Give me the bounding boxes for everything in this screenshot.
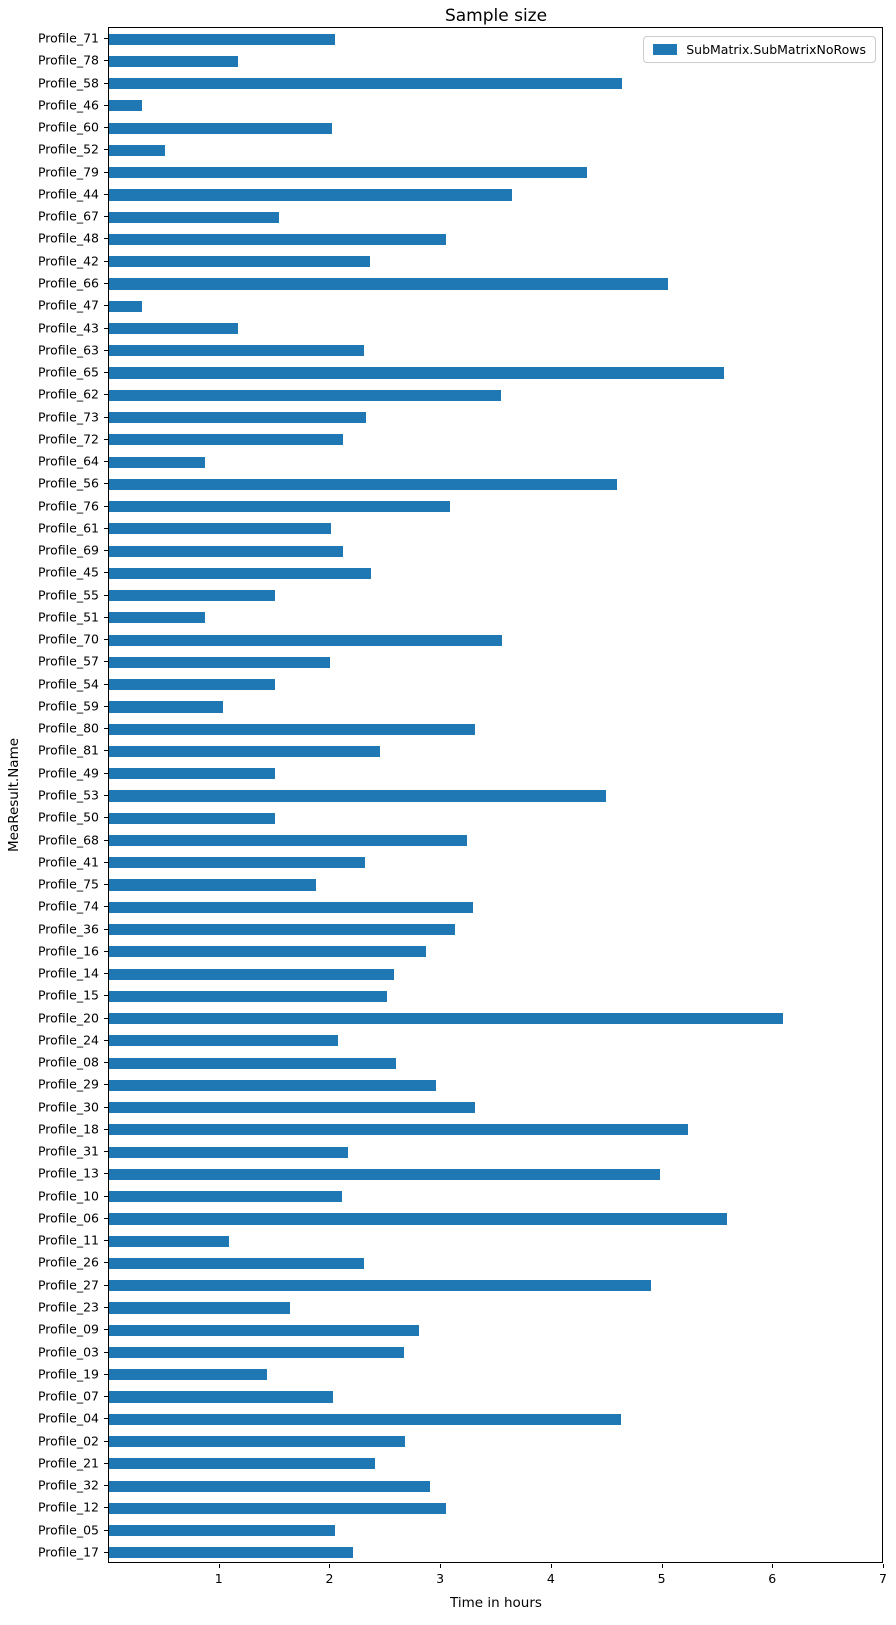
x-tick-label: 6 bbox=[768, 1571, 777, 1586]
y-tick-label: Profile_14 bbox=[37, 965, 99, 981]
y-tick-label: Profile_41 bbox=[37, 854, 99, 870]
bar bbox=[109, 813, 275, 824]
x-axis-label: Time in hours bbox=[450, 1595, 542, 1611]
bar bbox=[109, 167, 587, 178]
y-tick-label: Profile_26 bbox=[37, 1254, 99, 1270]
bar bbox=[109, 1391, 333, 1402]
y-tick-label: Profile_58 bbox=[37, 75, 99, 91]
bar bbox=[109, 1325, 419, 1336]
x-tick-label: 5 bbox=[657, 1571, 666, 1586]
y-tick-label: Profile_71 bbox=[37, 30, 99, 46]
bar bbox=[109, 1191, 342, 1202]
y-tick-label: Profile_55 bbox=[37, 587, 99, 603]
x-tick-mark bbox=[551, 1564, 552, 1568]
bar bbox=[109, 1436, 405, 1447]
x-tick-mark bbox=[662, 1564, 663, 1568]
y-tick-label: Profile_49 bbox=[37, 765, 99, 781]
bar bbox=[109, 991, 387, 1002]
y-tick-label: Profile_78 bbox=[37, 52, 99, 68]
bar bbox=[109, 501, 450, 512]
y-tick-label: Profile_44 bbox=[37, 186, 99, 202]
bar bbox=[109, 701, 223, 712]
y-tick-label: Profile_36 bbox=[37, 921, 99, 937]
y-tick-label: Profile_21 bbox=[37, 1455, 99, 1471]
y-tick-label: Profile_30 bbox=[37, 1099, 99, 1115]
bar bbox=[109, 768, 275, 779]
bar bbox=[109, 946, 426, 957]
y-tick-label: Profile_24 bbox=[37, 1032, 99, 1048]
x-tick-mark bbox=[883, 1564, 884, 1568]
bar bbox=[109, 1124, 688, 1135]
bar bbox=[109, 78, 622, 89]
y-tick-label: Profile_02 bbox=[37, 1433, 99, 1449]
y-tick-label: Profile_43 bbox=[37, 320, 99, 336]
bar bbox=[109, 390, 501, 401]
legend-label: SubMatrix.SubMatrixNoRows bbox=[686, 42, 866, 57]
y-tick-label: Profile_15 bbox=[37, 987, 99, 1003]
bar bbox=[109, 1280, 651, 1291]
bar bbox=[109, 301, 142, 312]
y-tick-label: Profile_54 bbox=[37, 676, 99, 692]
bar bbox=[109, 1458, 375, 1469]
x-tick-label: 2 bbox=[325, 1571, 334, 1586]
bar bbox=[109, 123, 332, 134]
y-tick-label: Profile_27 bbox=[37, 1277, 99, 1293]
bar bbox=[109, 457, 205, 468]
y-tick-label: Profile_23 bbox=[37, 1299, 99, 1315]
y-tick-label: Profile_80 bbox=[37, 720, 99, 736]
y-tick-label: Profile_32 bbox=[37, 1477, 99, 1493]
bar bbox=[109, 1258, 364, 1269]
y-tick-label: Profile_45 bbox=[37, 564, 99, 580]
bar bbox=[109, 34, 335, 45]
bar bbox=[109, 189, 512, 200]
bar bbox=[109, 523, 331, 534]
y-tick-label: Profile_59 bbox=[37, 698, 99, 714]
x-tick-label: 7 bbox=[879, 1571, 887, 1586]
y-tick-label: Profile_53 bbox=[37, 787, 99, 803]
y-tick-label: Profile_62 bbox=[37, 386, 99, 402]
chart-title: Sample size bbox=[444, 6, 548, 26]
bar bbox=[109, 1414, 621, 1425]
bar bbox=[109, 367, 724, 378]
plot-area bbox=[108, 27, 883, 1563]
x-tick-mark bbox=[440, 1564, 441, 1568]
y-tick-label: Profile_12 bbox=[37, 1499, 99, 1515]
bar bbox=[109, 1547, 353, 1558]
bar bbox=[109, 612, 205, 623]
bar bbox=[109, 212, 279, 223]
y-tick-label: Profile_16 bbox=[37, 943, 99, 959]
bar bbox=[109, 1147, 348, 1158]
y-tick-label: Profile_69 bbox=[37, 542, 99, 558]
y-tick-labels bbox=[0, 27, 108, 1563]
bar bbox=[109, 969, 394, 980]
y-tick-label: Profile_60 bbox=[37, 119, 99, 135]
y-tick-label: Profile_81 bbox=[37, 742, 99, 758]
y-tick-label: Profile_31 bbox=[37, 1143, 99, 1159]
bar bbox=[109, 278, 668, 289]
y-tick-label: Profile_68 bbox=[37, 832, 99, 848]
y-tick-label: Profile_73 bbox=[37, 409, 99, 425]
bar bbox=[109, 323, 238, 334]
bar bbox=[109, 1236, 229, 1247]
x-tick-mark bbox=[772, 1564, 773, 1568]
y-tick-label: Profile_66 bbox=[37, 275, 99, 291]
y-tick-label: Profile_72 bbox=[37, 431, 99, 447]
bar bbox=[109, 790, 606, 801]
bar bbox=[109, 1213, 727, 1224]
x-tick-label: 4 bbox=[546, 1571, 555, 1586]
y-tick-label: Profile_79 bbox=[37, 164, 99, 180]
y-tick-label: Profile_64 bbox=[37, 453, 99, 469]
y-tick-label: Profile_74 bbox=[37, 898, 99, 914]
bar bbox=[109, 1481, 430, 1492]
bar bbox=[109, 234, 446, 245]
x-tick-label: 1 bbox=[214, 1571, 223, 1586]
bar bbox=[109, 924, 455, 935]
bar bbox=[109, 590, 275, 601]
y-tick-label: Profile_76 bbox=[37, 498, 99, 514]
y-tick-label: Profile_07 bbox=[37, 1388, 99, 1404]
bar bbox=[109, 56, 238, 67]
legend-swatch-icon bbox=[653, 44, 677, 55]
bar bbox=[109, 1347, 404, 1358]
bar bbox=[109, 568, 371, 579]
bar bbox=[109, 1525, 335, 1536]
bar bbox=[109, 256, 370, 267]
y-tick-label: Profile_46 bbox=[37, 97, 99, 113]
bar bbox=[109, 857, 365, 868]
y-tick-label: Profile_57 bbox=[37, 653, 99, 669]
y-tick-label: Profile_20 bbox=[37, 1010, 99, 1026]
y-tick-label: Profile_06 bbox=[37, 1210, 99, 1226]
y-tick-label: Profile_05 bbox=[37, 1522, 99, 1538]
bar bbox=[109, 1169, 660, 1180]
bar bbox=[109, 724, 475, 735]
y-tick-label: Profile_70 bbox=[37, 631, 99, 647]
bar bbox=[109, 1035, 338, 1046]
y-tick-label: Profile_48 bbox=[37, 230, 99, 246]
y-tick-label: Profile_75 bbox=[37, 876, 99, 892]
bar bbox=[109, 657, 330, 668]
y-tick-label: Profile_10 bbox=[37, 1188, 99, 1204]
y-tick-label: Profile_03 bbox=[37, 1344, 99, 1360]
bar bbox=[109, 835, 467, 846]
bar bbox=[109, 1369, 267, 1380]
bar bbox=[109, 479, 617, 490]
y-tick-label: Profile_19 bbox=[37, 1366, 99, 1382]
bar bbox=[109, 902, 473, 913]
y-tick-label: Profile_08 bbox=[37, 1054, 99, 1070]
bar bbox=[109, 1080, 436, 1091]
y-tick-label: Profile_09 bbox=[37, 1321, 99, 1337]
y-tick-label: Profile_52 bbox=[37, 141, 99, 157]
y-tick-label: Profile_50 bbox=[37, 809, 99, 825]
bar bbox=[109, 635, 502, 646]
bar bbox=[109, 1058, 396, 1069]
y-tick-label: Profile_17 bbox=[37, 1544, 99, 1560]
bar bbox=[109, 1302, 290, 1313]
y-tick-label: Profile_63 bbox=[37, 342, 99, 358]
y-tick-label: Profile_42 bbox=[37, 253, 99, 269]
bar bbox=[109, 746, 380, 757]
y-tick-label: Profile_61 bbox=[37, 520, 99, 536]
bar bbox=[109, 546, 343, 557]
bar bbox=[109, 434, 343, 445]
x-tick-mark bbox=[219, 1564, 220, 1568]
bar bbox=[109, 345, 364, 356]
x-tick-label: 3 bbox=[436, 1571, 445, 1586]
bar bbox=[109, 1503, 446, 1514]
y-axis-label: MeaResult.Name bbox=[6, 737, 22, 853]
bar bbox=[109, 1102, 475, 1113]
y-tick-label: Profile_51 bbox=[37, 609, 99, 625]
y-tick-label: Profile_47 bbox=[37, 297, 99, 313]
bar bbox=[109, 100, 142, 111]
x-tick-mark bbox=[329, 1564, 330, 1568]
y-tick-label: Profile_65 bbox=[37, 364, 99, 380]
bar bbox=[109, 412, 366, 423]
y-tick-label: Profile_11 bbox=[37, 1232, 99, 1248]
y-tick-label: Profile_67 bbox=[37, 208, 99, 224]
bar bbox=[109, 1013, 783, 1024]
bar bbox=[109, 879, 316, 890]
y-tick-label: Profile_18 bbox=[37, 1121, 99, 1137]
y-tick-label: Profile_13 bbox=[37, 1165, 99, 1181]
y-tick-label: Profile_56 bbox=[37, 475, 99, 491]
bar bbox=[109, 679, 275, 690]
y-tick-label: Profile_29 bbox=[37, 1076, 99, 1092]
y-tick-label: Profile_04 bbox=[37, 1410, 99, 1426]
legend bbox=[643, 36, 876, 63]
bar bbox=[109, 145, 165, 156]
